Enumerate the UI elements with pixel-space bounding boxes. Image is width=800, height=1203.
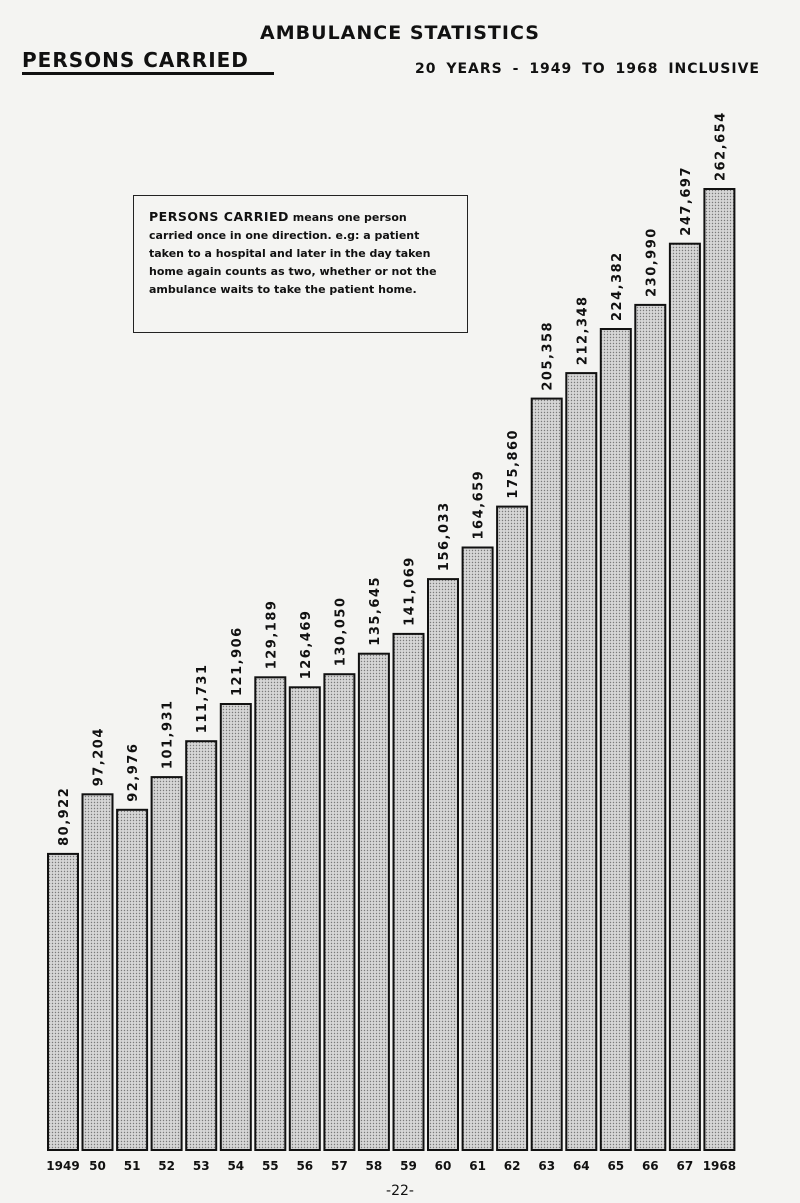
value-label-59: 141,069 [402, 556, 418, 626]
bar-52 [152, 777, 182, 1150]
bar-51 [117, 810, 147, 1150]
bar-54 [221, 704, 251, 1150]
x-tick-61: 61 [469, 1159, 486, 1173]
bar-61 [463, 548, 493, 1151]
value-label-52: 101,931 [160, 699, 176, 770]
bar-64 [566, 373, 596, 1150]
chart-title: AMBULANCE STATISTICS [260, 22, 540, 44]
x-tick-62: 62 [503, 1159, 521, 1173]
value-label-50: 97,204 [91, 727, 107, 787]
definition-term: PERSONS CARRIED [149, 209, 289, 224]
value-label-66: 230,990 [644, 227, 660, 297]
x-tick-66: 66 [641, 1159, 659, 1173]
bar-1949 [48, 854, 78, 1150]
value-label-67: 247,697 [678, 165, 694, 236]
bar-62 [497, 507, 527, 1150]
x-tick-65: 65 [607, 1159, 625, 1173]
value-label-55: 129,189 [264, 599, 280, 670]
value-label-60: 156,033 [437, 501, 452, 572]
page-number: -22- [386, 1183, 414, 1199]
bar-65 [601, 329, 631, 1150]
bar-67 [670, 244, 700, 1150]
value-label-61: 164,659 [471, 469, 487, 540]
value-label-63: 205,358 [540, 320, 556, 391]
bar-53 [186, 741, 216, 1150]
bar-55 [255, 677, 285, 1150]
x-tick-50: 50 [89, 1159, 106, 1173]
definition-body: means one person carried once in one direction. e.g: a patient taken to a hospital and later in the day taken home again counts as two, whether or not the ambulance waits to take the patient home. [149, 211, 437, 296]
x-tick-64: 64 [572, 1159, 590, 1173]
definition-text [149, 208, 454, 299]
bar-59 [394, 634, 424, 1150]
x-tick-55: 55 [261, 1159, 279, 1173]
value-label-51: 92,976 [126, 742, 142, 802]
value-label-1968: 262,654 [713, 111, 729, 181]
bar-56 [290, 687, 320, 1150]
bar-66 [635, 305, 665, 1150]
x-tick-54: 54 [227, 1159, 245, 1173]
bar-50 [83, 794, 113, 1150]
bar-63 [532, 399, 562, 1150]
x-tick-labels [46, 1159, 736, 1173]
x-tick-52: 52 [158, 1159, 175, 1173]
value-label-62: 175,860 [506, 428, 522, 499]
x-tick-57: 57 [331, 1159, 348, 1173]
value-label-64: 212,348 [575, 295, 591, 366]
value-label-56: 126,469 [298, 609, 314, 680]
x-tick-59: 59 [400, 1159, 417, 1173]
value-label-58: 135,645 [367, 575, 383, 646]
x-tick-67: 67 [676, 1159, 694, 1173]
x-tick-1968: 1968 [702, 1159, 737, 1173]
x-tick-51: 51 [123, 1159, 141, 1173]
x-tick-56: 56 [296, 1159, 314, 1173]
x-tick-53: 53 [192, 1159, 210, 1173]
x-tick-63: 63 [538, 1159, 556, 1173]
bar-58 [359, 654, 389, 1150]
chart-subtitle-persons-carried: PERSONS CARRIED [22, 48, 249, 72]
value-label-1949: 80,922 [57, 786, 72, 846]
value-label-57: 130,050 [333, 596, 349, 667]
value-label-65: 224,382 [609, 251, 625, 321]
bar-57 [324, 674, 354, 1150]
x-tick-58: 58 [365, 1159, 383, 1173]
value-label-53: 111,731 [195, 663, 211, 734]
definition-box-left-edge [133, 195, 134, 333]
chart-period: 20 YEARS - 1949 TO 1968 INCLUSIVE [415, 61, 760, 77]
x-tick-1949: 1949 [46, 1159, 80, 1173]
value-label-54: 121,906 [229, 626, 245, 696]
bar-60 [428, 579, 458, 1150]
bar-1968 [704, 189, 734, 1150]
x-tick-60: 60 [434, 1159, 452, 1173]
